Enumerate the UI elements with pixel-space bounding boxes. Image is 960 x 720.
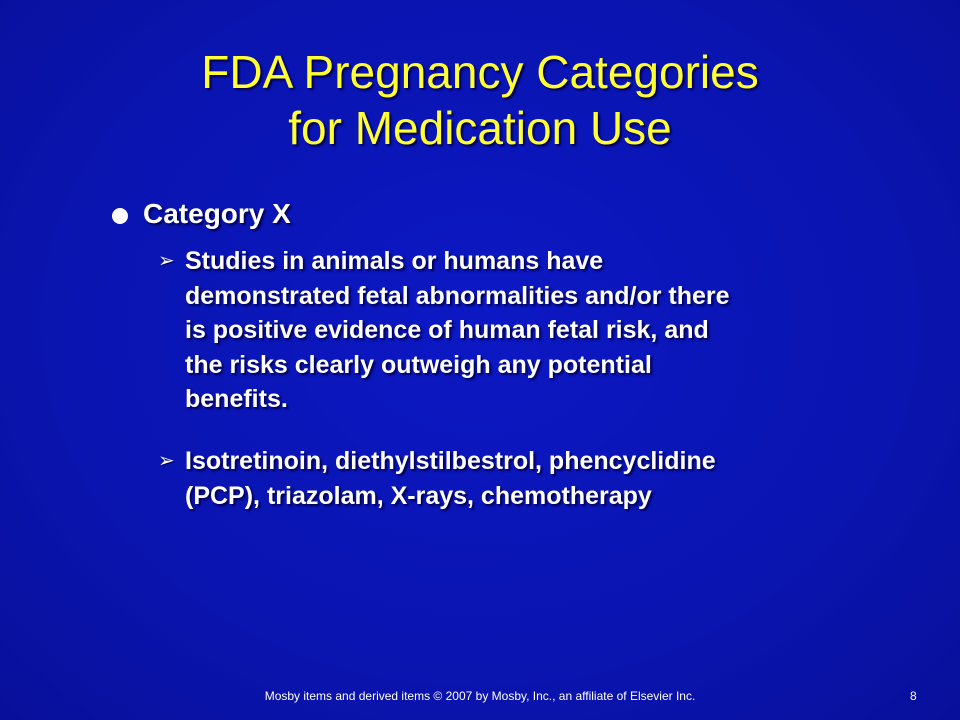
arrowhead-bullet-icon: ➢ [158,248,175,272]
text-line: the risks clearly outweigh any potential [185,350,652,379]
round-bullet-icon [112,208,128,224]
sub-bullet-text [185,244,845,417]
text-line: demonstrated fetal abnormalities and/or there [185,281,730,310]
sub-bullet-text [185,444,845,513]
text-line: is positive evidence of human fetal risk, and [185,316,709,344]
page-number: 8 [910,689,917,703]
title-line-2: for Medication Use [288,102,672,154]
text-line: (PCP), triazolam, X-rays, chemotherapy [185,481,652,510]
text-line: Studies in animals or humans have [185,247,604,275]
text-line: benefits. [185,385,288,413]
copyright-footer: Mosby items and derived items © 2007 by Mosby, Inc., an affiliate of Elsevier Inc. [264,689,696,703]
text-line: Isotretinoin, diethylstilbestrol, phencyclidine [185,447,716,475]
slide-title [0,44,960,156]
category-label: Category X [143,198,291,229]
title-line-1: FDA Pregnancy Categories [201,46,759,98]
arrowhead-bullet-icon: ➢ [158,448,175,472]
